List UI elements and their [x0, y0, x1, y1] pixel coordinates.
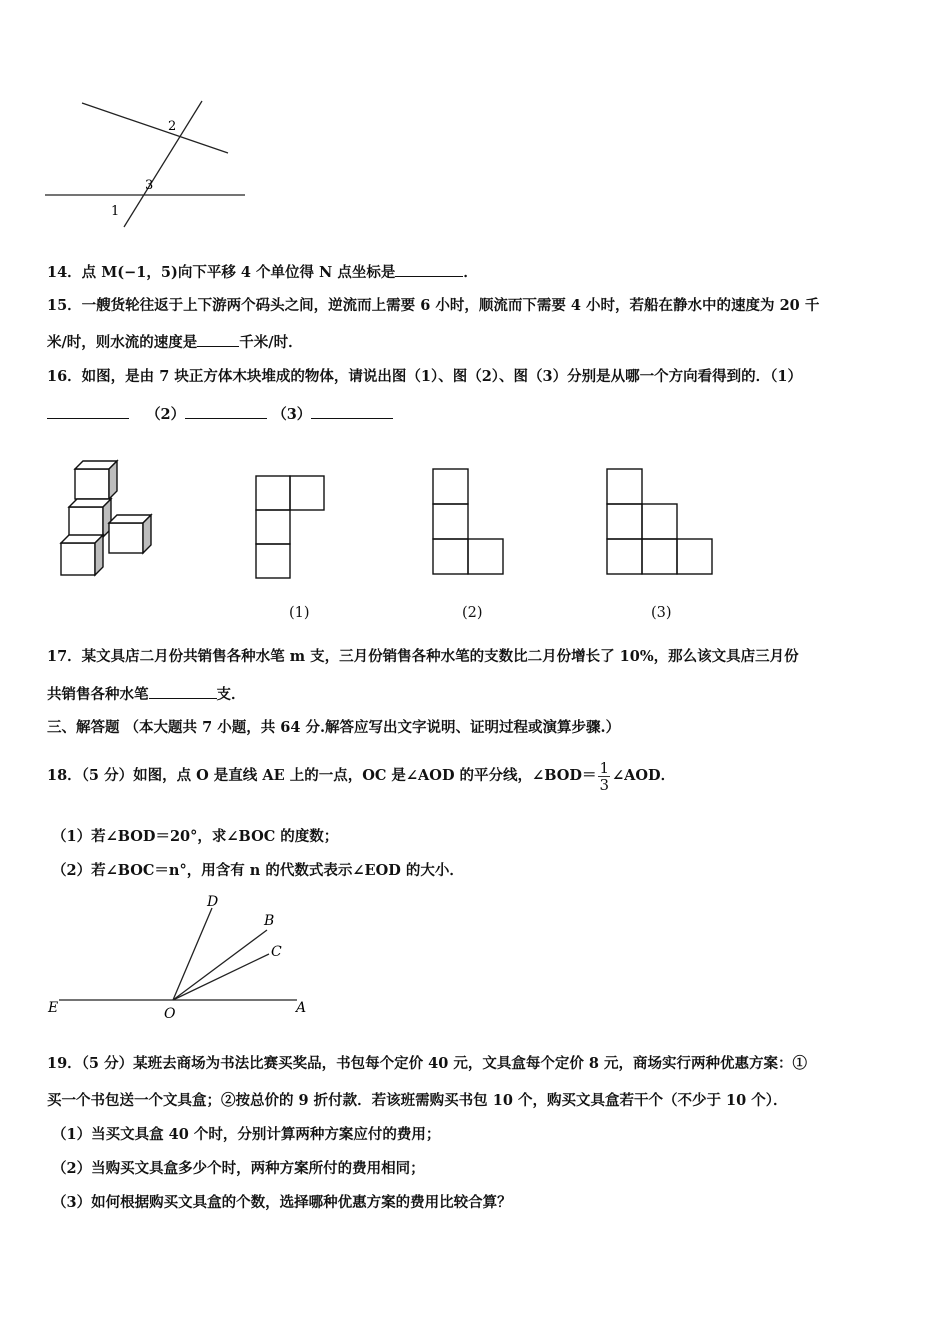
caption-view-1: (1) [289, 605, 310, 621]
ray-ob [173, 930, 267, 1000]
question-17-line2: 共销售各种水笔 支． [47, 686, 246, 703]
angle-label-2: 2 [168, 119, 177, 134]
point-label-d: D [207, 894, 219, 910]
angle-figure [40, 95, 250, 230]
question-15-line1: 15．一艘货轮往返于上下游两个码头之间，逆流而上需要 6 小时，顺流而下需要 4 小时，若船在静水中的速度为 20 千 [47, 297, 820, 314]
cube [61, 543, 95, 575]
question-19-line1: 19．（5 分）某班去商场为书法比赛买奖品，书包每个定价 40 元，文具盒每个定价 8 元，商场实行两种优惠方案：① [47, 1055, 808, 1072]
point-label-c: C [271, 944, 282, 960]
point-label-o: O [164, 1006, 176, 1022]
question-14: 14．点 M(−1，5)向下平移 4 个单位得 N 点坐标是 ． [47, 264, 478, 281]
question-18-part2: （2）若∠BOC＝n°，用含有 n 的代数式表示∠EOD 的大小． [52, 862, 464, 879]
question-16-line2: （2） （3） [47, 404, 393, 425]
point-label-a: A [296, 1000, 307, 1016]
answer-blank[interactable] [149, 684, 217, 699]
answer-blank-1[interactable] [47, 404, 129, 419]
view-2-figure [432, 468, 506, 576]
angle-label-1: 1 [111, 204, 120, 219]
section-heading: 三、解答题 （本大题共 7 小题，共 64 分.解答应写出文字说明、证明过程或演算步骤.） [47, 719, 621, 736]
answer-blank-3[interactable] [311, 404, 393, 419]
question-18-part1: （1）若∠BOD＝20°，求∠BOC 的度数； [52, 828, 339, 845]
point-label-e: E [48, 1000, 59, 1016]
question-19-part1: （1）当买文具盒 40 个时，分别计算两种方案应付的费用； [52, 1126, 441, 1143]
view-1-figure [255, 475, 327, 581]
cube-stack-figure [55, 455, 165, 580]
cube [75, 469, 109, 499]
ray-angle-figure [45, 892, 315, 1020]
question-15-line2: 米/时，则水流的速度是 千米/时． [47, 334, 303, 351]
view-3-figure [606, 468, 714, 576]
point-label-b: B [264, 913, 275, 929]
question-19-line2: 买一个书包送一个文具盒；②按总价的 9 折付款．若该班需购买书包 10 个，购买文具盒若干个（不少于 10 个）． [47, 1092, 788, 1109]
answer-blank[interactable] [395, 262, 463, 277]
cube [109, 523, 143, 553]
question-17-line1: 17．某文具店二月份共销售各种水笔 m 支，三月份销售各种水笔的支数比二月份增长了 10%，那么该文具店三月份 [47, 648, 799, 665]
answer-blank[interactable] [197, 332, 239, 347]
fraction: $\frac{1}{3}$ [599, 758, 609, 794]
angle-label-3: 3 [145, 178, 154, 193]
answer-blank-2[interactable] [185, 404, 267, 419]
question-19-part2: （2）当购买文具盒多少个时，两种方案所付的费用相同； [52, 1160, 425, 1177]
caption-view-2: (2) [462, 605, 483, 621]
caption-view-3: (3) [651, 605, 672, 621]
question-19-part3: （3）如何根据购买文具盒的个数，选择哪种优惠方案的费用比较合算？ [52, 1194, 512, 1211]
ray-oc [173, 954, 269, 1000]
question-16-line1: 16．如图，是由 7 块正方体木块堆成的物体，请说出图（1）、图（2）、图（3）分别是从哪一个方向看得到的．（1） [47, 368, 802, 385]
cube [69, 507, 103, 537]
question-18: 18．（5 分）如图，点 O 是直线 AE 上的一点，OC 是∠AOD 的平分线，∠BOD＝ $\frac{1}{3}$ ∠AOD． [47, 758, 676, 794]
